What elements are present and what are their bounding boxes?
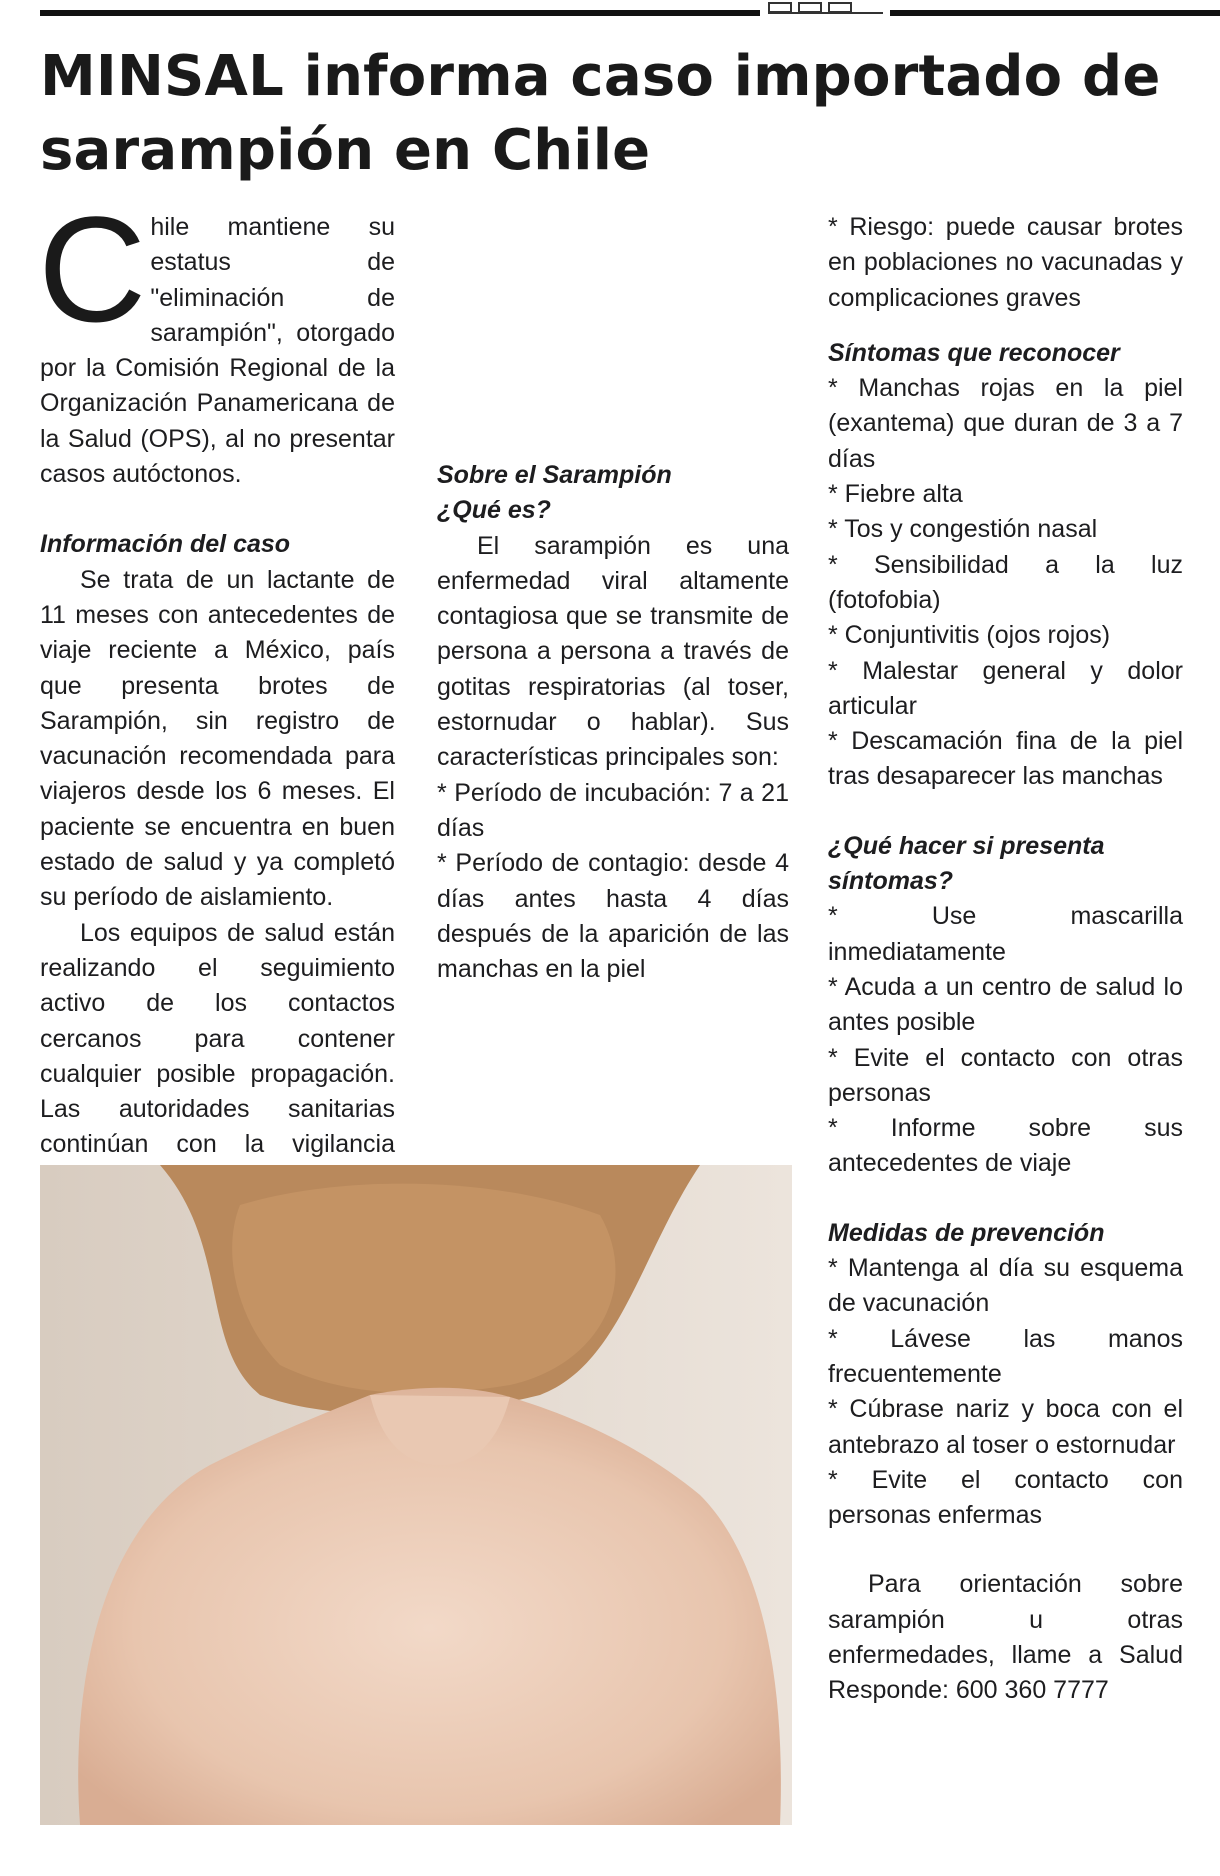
intro-paragraph — [38, 185, 395, 492]
headline: MINSAL informa caso importado de sarampión en Chile — [40, 44, 1161, 183]
caso-paragraph-2: Los equipos de salud están realizando el seguimiento activo de los contactos cercanos para contener cualquier posible propagación. Las autoridades sanitarias continúan con la vigilancia — [40, 918, 395, 1159]
contacto-paragraph: Para orientación sobre sarampión u otras enfermedades, llame a Salud Responde: 600 360 7777 — [828, 1570, 1183, 1705]
spacer — [437, 210, 789, 458]
prevencion-item: * Evite el contacto con personas enfermas — [828, 1465, 1183, 1530]
que-hacer-item: * Informe sobre sus antecedentes de viaje — [828, 1114, 1183, 1178]
que-hacer-item: * Evite el contacto con otras personas — [828, 1043, 1183, 1107]
sintomas-item: * Fiebre alta — [828, 480, 963, 509]
masthead-mark — [768, 0, 883, 14]
prevencion-item: * Cúbrase nariz y boca con el antebrazo al toser o estornudar — [828, 1395, 1183, 1459]
sintomas-item: * Conjuntivitis (ojos rojos) — [828, 621, 1111, 650]
top-rule-left — [40, 10, 760, 16]
caso-paragraph-1: Se trata de un lactante de 11 meses con antecedentes de viaje reciente a México, país que presenta brotes de Sarampión, sin registro de vacunación recomendada para viajeros desde los 6 meses. El paciente se encuentra en buen estado de salud y ya completó su período de aislamiento. — [40, 565, 395, 912]
section-heading-prevencion: Medidas de prevención — [828, 1218, 1105, 1247]
sintomas-item: * Tos y congestión nasal — [828, 515, 1098, 544]
top-rule-right — [890, 10, 1220, 16]
sarampion-item: * Período de contagio: desde 4 días antes hasta 4 días después de la aparición de las manchas en la piel — [437, 849, 789, 984]
sarampion-item: * Período de incubación: 7 a 21 días — [437, 778, 789, 842]
news-photo — [40, 1165, 792, 1825]
que-hacer-item: * Acuda a un centro de salud lo antes posible — [828, 972, 1183, 1037]
sintomas-item: * Descamación fina de la piel tras desaparecer las manchas — [828, 727, 1183, 791]
column-2-body — [437, 210, 789, 987]
intro-text: hile mantiene su estatus de "eliminación de sarampión", otorgado por la Comisión Regional de la Organización Panamericana de la Salud (OPS), al no presentar casos autóctonos. — [40, 213, 395, 489]
prevencion-item: * Lávese las manos frecuentemente — [828, 1324, 1183, 1388]
column-1 — [38, 185, 395, 1269]
sarampion-paragraph: El sarampión es una enfermedad viral altamente contagiosa que se transmite de persona a persona a través de gotitas respiratorias (al toser, estornudar o hablar). Sus características principales son: — [437, 531, 789, 772]
drop-cap: C — [38, 185, 147, 353]
section-heading-sintomas: Síntomas que reconocer — [828, 338, 1120, 367]
section-heading-sarampion: Sobre el Sarampión — [437, 461, 672, 489]
sintomas-item: * Malestar general y dolor articular — [828, 656, 1183, 720]
section-heading-que-hacer: ¿Qué hacer si presenta síntomas? — [828, 831, 1105, 896]
que-hacer-item: * Use mascarilla inmediatamente — [828, 902, 1183, 966]
sarampion-item-3: * Riesgo: puede causar brotes en poblaciones no vacunadas y complicaciones graves — [828, 213, 1183, 312]
prevencion-item: * Mantenga al día su esquema de vacunación — [828, 1254, 1183, 1318]
column-3 — [828, 210, 1183, 1709]
section-subheading-que-es: ¿Qué es? — [437, 496, 551, 525]
sintomas-item: * Manchas rojas en la piel (exantema) que duran de 3 a 7 días — [828, 374, 1183, 473]
section-heading-caso: Información del caso — [40, 530, 291, 559]
sintomas-item: * Sensibilidad a la luz (fotofobia) — [828, 550, 1183, 614]
